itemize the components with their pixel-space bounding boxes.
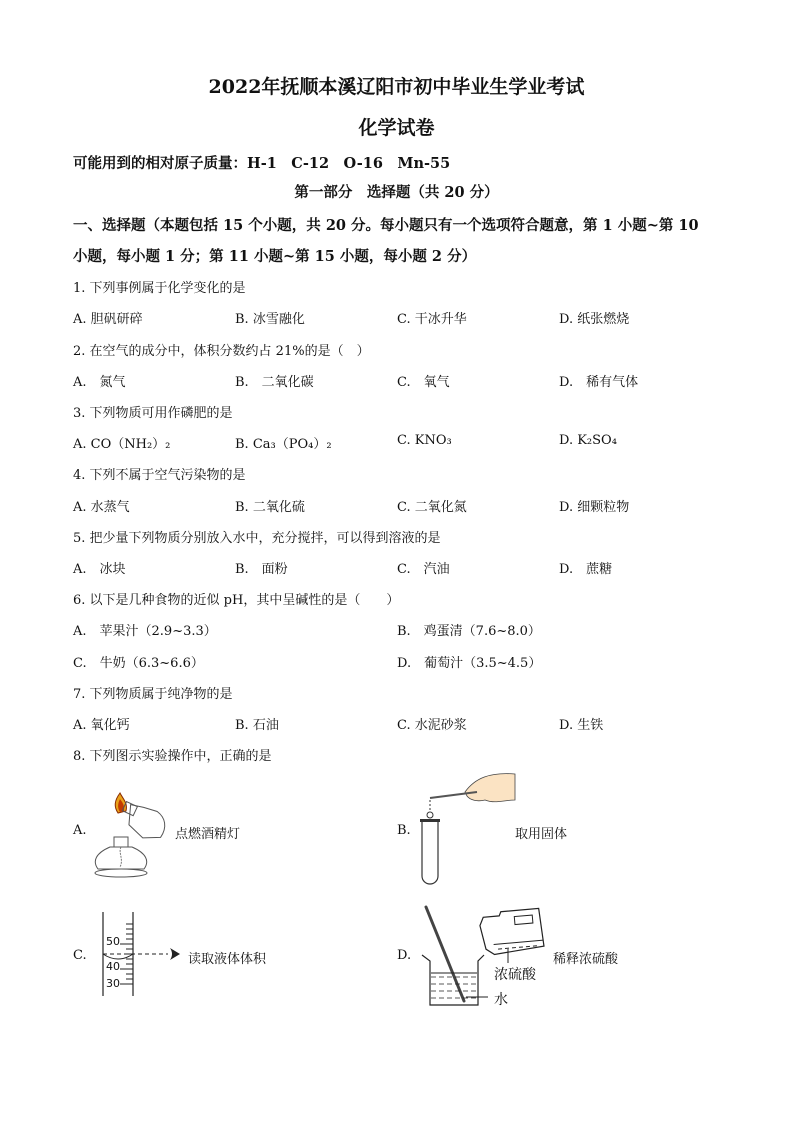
q1-option-a: A. 胆矾研碎 [73, 312, 143, 327]
q5-option-a: A. 冰块 [73, 562, 126, 577]
atomic-masses [73, 152, 450, 173]
q2-option-d: D. 稀有气体 [559, 375, 639, 390]
diluting-acid-beaker-icon [420, 905, 550, 1010]
q6-option-b: B. 鸡蛋清（7.6~8.0） [397, 624, 541, 639]
q7-option-d: D. 生铁 [559, 718, 604, 733]
q7-option-c: C. 水泥砂浆 [397, 718, 467, 733]
alcohol-lamp-lighting-icon [90, 785, 175, 880]
q8-option-d-caption: 稀释浓硫酸 [553, 952, 619, 967]
question-5-stem: 5. 把少量下列物质分别放入水中，充分搅拌，可以得到溶液的是 [73, 531, 441, 546]
test-tube-tweezers-icon [415, 770, 520, 888]
question-2-stem: 2. 在空气的成分中，体积分数约占 21%的是（ ） [73, 344, 370, 359]
q4-option-a: A. 水蒸气 [73, 500, 130, 515]
exam-title: 2022年抚顺本溪辽阳市初中毕业生学业考试 [208, 76, 585, 98]
section-intro-line1: 一、选择题（本题包括 15 个小题，共 20 分。每小题只有一个选项符合题意，第 1 小题~第 10 [73, 217, 699, 234]
q1-option-b: B. 冰雪融化 [235, 312, 305, 327]
q7-option-b: B. 石油 [235, 718, 279, 733]
concentrated-acid-label: 浓硫酸 [494, 967, 536, 983]
q8-option-c-letter: C. [73, 948, 87, 963]
q8-option-a-letter: A. [73, 823, 87, 838]
section-intro-line2: 小题，每小题 1 分；第 11 小题~第 15 小题，每小题 2 分） [73, 248, 477, 265]
q8-option-a-caption: 点燃酒精灯 [175, 827, 241, 842]
q2-option-a: A. 氮气 [73, 375, 126, 390]
q4-option-d: D. 细颗粒物 [559, 500, 630, 515]
q6-option-c: C. 牛奶（6.3~6.6） [73, 656, 204, 671]
question-3-stem: 3. 下列物质可用作磷肥的是 [73, 406, 233, 421]
question-6-stem: 6. 以下是几种食物的近似 pH，其中呈碱性的是（ ） [73, 593, 400, 608]
q3-option-d: D. K₂SO₄ [559, 433, 617, 448]
q4-option-c: C. 二氧化氮 [397, 500, 467, 515]
q1-option-c: C. 干冰升华 [397, 312, 467, 327]
atomic-masses-label: 可能用到的相对原子质量： [73, 155, 247, 172]
question-1-stem: 1. 下列事例属于化学变化的是 [73, 281, 246, 296]
q4-option-b: B. 二氧化硫 [235, 500, 305, 515]
q2-option-b: B. 二氧化碳 [235, 375, 314, 390]
part-title: 第一部分 选择题（共 20 分） [294, 184, 499, 201]
q8-option-c-caption: 读取液体体积 [188, 952, 267, 967]
q5-option-c: C. 汽油 [397, 562, 450, 577]
question-4-stem: 4. 下列不属于空气污染物的是 [73, 468, 246, 483]
atomic-masses-values: H-1 C-12 O-16 Mn-55 [247, 155, 451, 172]
q8-option-b-caption: 取用固体 [515, 827, 568, 842]
q6-option-d: D. 葡萄汁（3.5~4.5） [397, 656, 542, 671]
q7-option-a: A. 氧化钙 [73, 718, 130, 733]
q8-option-d-letter: D. [397, 948, 412, 963]
q1-option-d: D. 纸张燃烧 [559, 312, 630, 327]
exam-subtitle: 化学试卷 [358, 117, 435, 139]
scale-label-50: 50 [106, 935, 120, 948]
q6-option-a: A. 苹果汁（2.9~3.3） [73, 624, 217, 639]
scale-label-40: 40 [106, 960, 120, 973]
q2-option-c: C. 氧气 [397, 375, 450, 390]
q3-option-c: C. KNO₃ [397, 433, 452, 448]
question-8-stem: 8. 下列图示实验操作中，正确的是 [73, 749, 272, 764]
q5-option-b: B. 面粉 [235, 562, 288, 577]
water-label: 水 [494, 992, 508, 1008]
q3-option-a: A. CO（NH₂）₂ [73, 437, 171, 452]
scale-label-30: 30 [106, 977, 120, 990]
q8-option-b-letter: B. [397, 823, 411, 838]
question-7-stem: 7. 下列物质属于纯净物的是 [73, 687, 233, 702]
q5-option-d: D. 蔗糖 [559, 562, 613, 577]
q3-option-b: B. Ca₃（PO₄）₂ [235, 437, 332, 452]
